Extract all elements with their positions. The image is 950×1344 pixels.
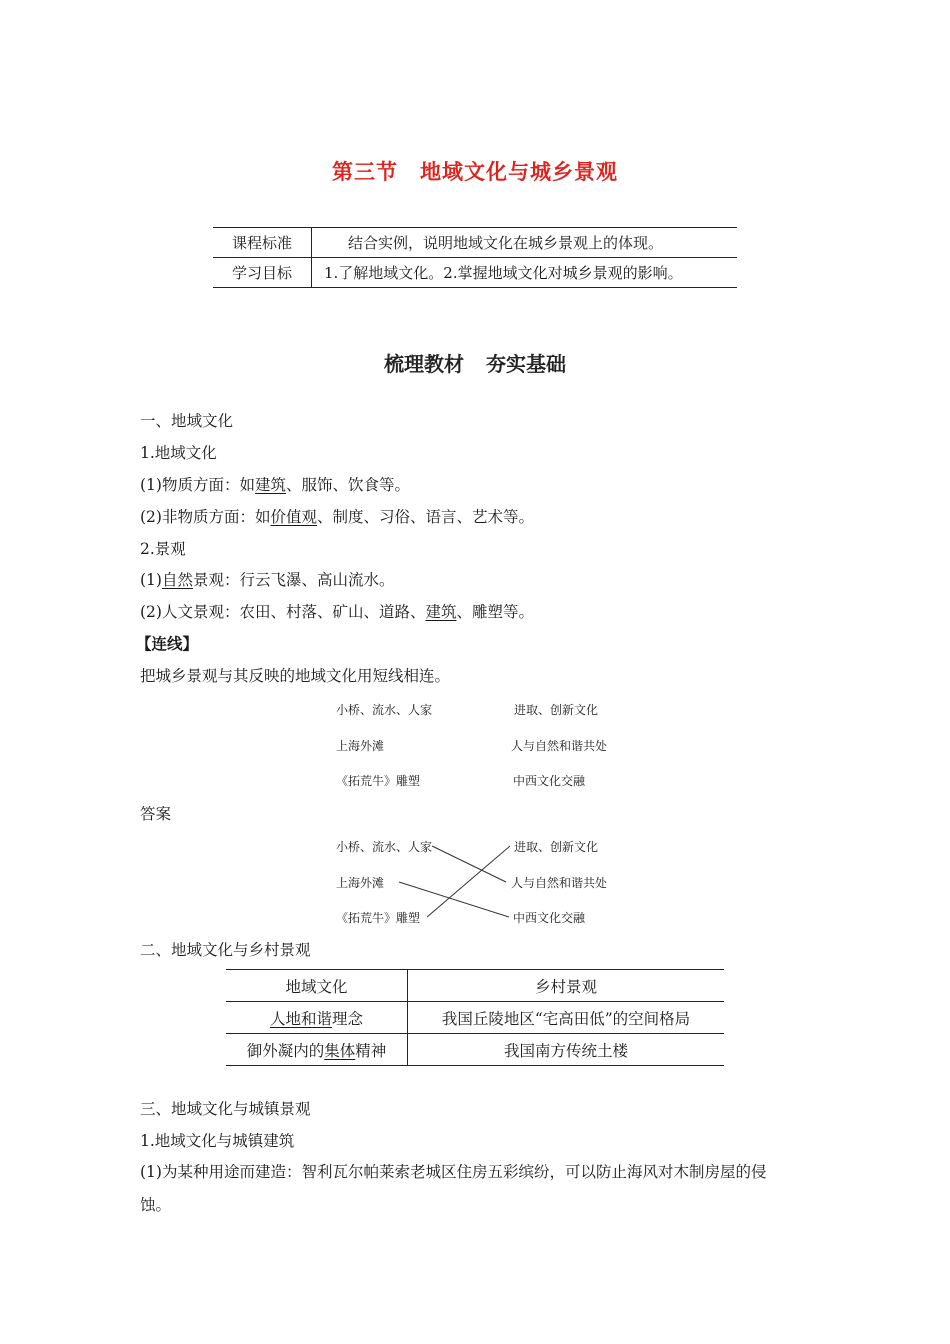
section-heading-part1: 梳理教材 bbox=[384, 352, 464, 376]
answer-label: 答案 bbox=[140, 805, 172, 823]
matching-left-item: 上海外滩 bbox=[336, 739, 385, 753]
matching-right-item: 人与自然和谐共处 bbox=[511, 739, 608, 753]
part3-sub1: 1.地域文化与城镇建筑 bbox=[140, 1132, 295, 1150]
fill-blank: 建筑 bbox=[254, 476, 286, 494]
text: (2)人文景观：农田、村落、矿山、道路、 bbox=[140, 603, 426, 621]
standards-value: 结合实例，说明地域文化在城乡景观上的体现。 bbox=[312, 228, 738, 258]
matching-label: 【连线】 bbox=[136, 634, 199, 653]
table-cell bbox=[226, 1002, 408, 1034]
text: 景观：行云飞瀑、高山流水。 bbox=[192, 571, 395, 589]
fill-blank: 人地和谐 bbox=[269, 1009, 332, 1028]
title-section-number: 第三节 bbox=[332, 160, 398, 184]
fill-blank: 自然 bbox=[161, 571, 193, 589]
part1-sub2: 2.景观 bbox=[140, 540, 186, 558]
table-cell: 我国丘陵地区“宅高田低”的空间格局 bbox=[408, 1002, 725, 1034]
part3-heading: 三、地域文化与城镇景观 bbox=[140, 1100, 311, 1118]
answer-connector-line bbox=[399, 882, 509, 917]
text: 、雕塑等。 bbox=[456, 603, 534, 621]
text: 精神 bbox=[355, 1041, 387, 1060]
table-row bbox=[226, 1002, 724, 1034]
answer-right-item: 中西文化交融 bbox=[513, 911, 586, 925]
text: 、服饰、饮食等。 bbox=[285, 476, 410, 494]
part1-sub1: 1.地域文化 bbox=[140, 444, 217, 462]
fill-blank: 集体 bbox=[324, 1041, 356, 1060]
table-cell: 我国南方传统土楼 bbox=[408, 1034, 725, 1066]
answer-left-item: 《拓荒牛》雕塑 bbox=[336, 911, 421, 925]
answer-connector-line bbox=[432, 846, 506, 882]
table-header-cell: 乡村景观 bbox=[408, 970, 725, 1002]
text: 御外凝内的 bbox=[246, 1041, 325, 1060]
part3-para-line1: (1)为某种用途而建造：智利瓦尔帕莱索老城区住房五彩缤纷，可以防止海风对木制房屋的侵 bbox=[140, 1163, 767, 1181]
text: 理念 bbox=[332, 1009, 364, 1028]
text: (2)非物质方面：如 bbox=[140, 508, 271, 526]
part3-para-line2: 蚀。 bbox=[140, 1196, 172, 1214]
table-header-row bbox=[226, 970, 724, 1002]
matching-left-item: 小桥、流水、人家 bbox=[336, 703, 433, 717]
table-cell bbox=[226, 1034, 408, 1066]
standards-key: 学习目标 bbox=[213, 258, 312, 288]
answer-left-item: 小桥、流水、人家 bbox=[336, 840, 433, 854]
matching-left-item: 《拓荒牛》雕塑 bbox=[336, 774, 421, 788]
part1-heading: 一、地域文化 bbox=[140, 412, 234, 430]
table-header-cell: 地域文化 bbox=[226, 970, 408, 1002]
standards-value: 1.了解地域文化。2.掌握地域文化对城乡景观的影响。 bbox=[312, 258, 738, 288]
text: (1)物质方面：如 bbox=[140, 476, 255, 494]
part2-heading: 二、地域文化与乡村景观 bbox=[140, 941, 311, 959]
matching-instruction: 把城乡景观与其反映的地域文化用短线相连。 bbox=[140, 667, 451, 685]
section-heading-part2: 夯实基础 bbox=[486, 352, 566, 376]
matching-right-item: 进取、创新文化 bbox=[514, 703, 599, 717]
text: 、制度、习俗、语言、艺术等。 bbox=[316, 508, 534, 526]
answer-left-item: 上海外滩 bbox=[336, 876, 385, 890]
matching-right-item: 中西文化交融 bbox=[513, 774, 586, 788]
rural-table bbox=[226, 969, 724, 1066]
fill-blank: 建筑 bbox=[425, 603, 457, 621]
table-row bbox=[226, 1034, 724, 1066]
answer-right-item: 人与自然和谐共处 bbox=[511, 876, 608, 890]
standards-key: 课程标准 bbox=[213, 228, 312, 258]
answer-right-item: 进取、创新文化 bbox=[514, 840, 599, 854]
text: (1) bbox=[140, 571, 162, 589]
title-text: 地域文化与城乡景观 bbox=[420, 160, 618, 184]
answer-connector-line bbox=[427, 846, 510, 917]
fill-blank: 价值观 bbox=[270, 508, 317, 526]
